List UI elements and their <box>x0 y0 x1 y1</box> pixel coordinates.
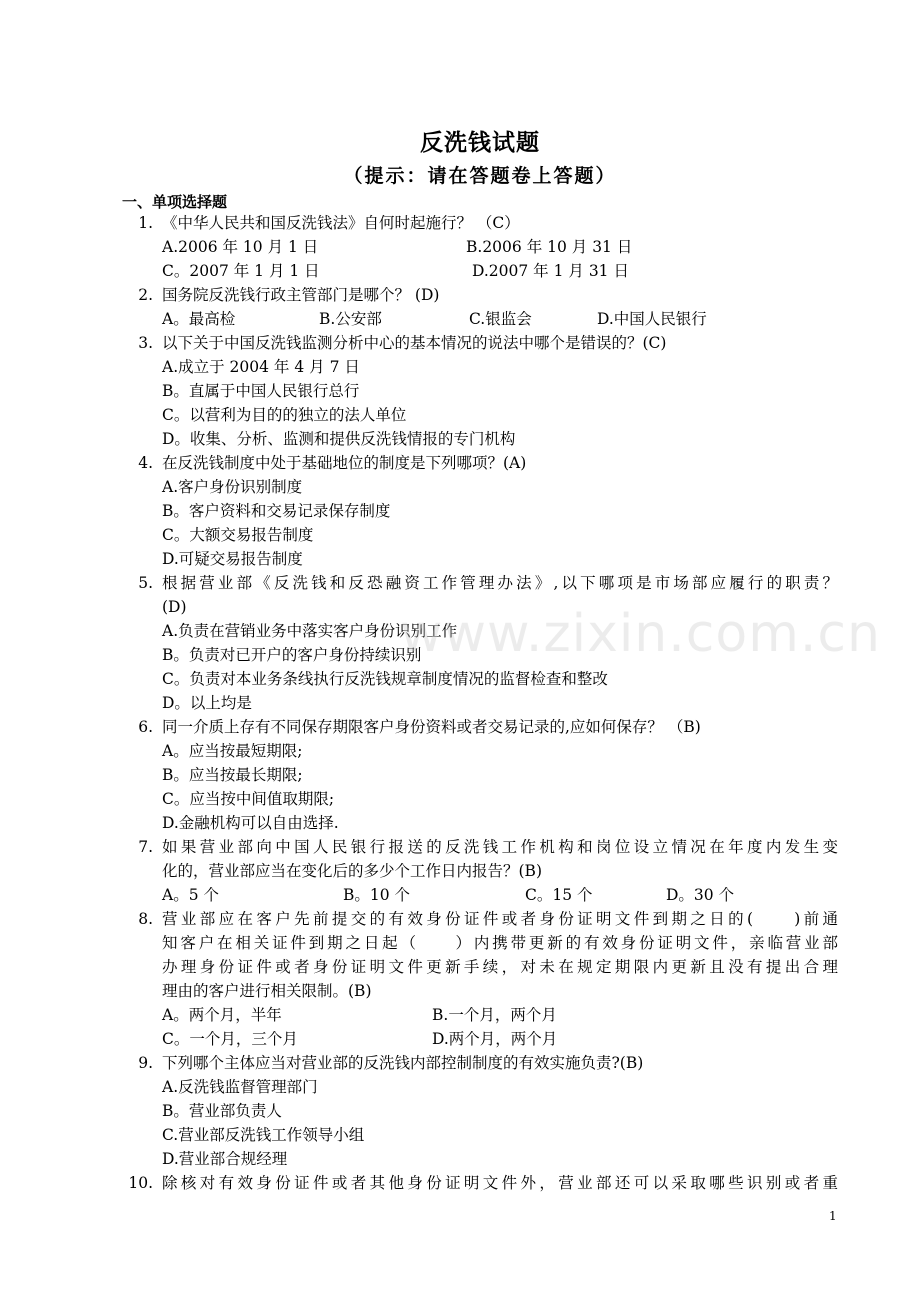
question-number: 5. <box>138 574 153 592</box>
option-a: A。应当按最短期限; <box>162 742 303 760</box>
question-text-continued: 知客户在相关证件到期之日起（ ）内携带更新的有效身份证明文件，亲临营业部 <box>162 934 838 952</box>
question-10 <box>0 1171 920 1195</box>
option-c: C。一个月，三个月 <box>162 1030 298 1048</box>
option-c: C。应当按中间值取期限; <box>162 790 335 808</box>
question-4 <box>0 451 920 571</box>
option-a: A。5 个 <box>162 886 219 904</box>
option-d: D.金融机构可以自由选择. <box>162 814 339 832</box>
option-d: D.2007 年 1 月 31 日 <box>472 262 629 280</box>
question-1 <box>0 211 920 283</box>
option-a: A。最高检 <box>162 310 236 328</box>
option-b: B。营业部负责人 <box>162 1102 282 1120</box>
question-text-continued: 理由的客户进行相关限制。(B) <box>162 982 372 1000</box>
question-text: 国务院反洗钱行政主管部门是哪个？ (D) <box>162 286 440 304</box>
question-6 <box>0 715 920 835</box>
question-number: 2. <box>138 286 153 304</box>
option-d: D.可疑交易报告制度 <box>162 550 303 568</box>
question-number: 4. <box>138 454 153 472</box>
option-a: A.成立于 2004 年 4 月 7 日 <box>162 358 360 376</box>
option-d: D。收集、分析、监测和提供反洗钱情报的专门机构 <box>162 430 516 448</box>
question-text: 如果营业部向中国人民银行报送的反洗钱工作机构和岗位设立情况在年度内发生变 <box>162 838 838 856</box>
option-d: D.两个月，两个月 <box>432 1030 558 1048</box>
question-number: 8. <box>138 910 153 928</box>
question-3 <box>0 331 920 451</box>
page-title: 反洗钱试题 <box>420 129 540 156</box>
option-c: C.银监会 <box>469 310 532 328</box>
question-text-continued: (D) <box>162 598 187 616</box>
question-number: 3. <box>138 334 153 352</box>
option-a: A.2006 年 10 月 1 日 <box>162 238 319 256</box>
question-text: 《中华人民共和国反洗钱法》自何时起施行？ （C） <box>162 214 520 232</box>
question-text: 下列哪个主体应当对营业部的反洗钱内部控制制度的有效实施负责?(B) <box>162 1054 644 1072</box>
page-number: 1 <box>829 1209 837 1223</box>
page-subtitle: （提示：请在答题卷上答题） <box>343 165 617 187</box>
question-9 <box>0 1051 920 1171</box>
question-list <box>0 211 920 1195</box>
question-text: 在反洗钱制度中处于基础地位的制度是下列哪项？(A) <box>162 454 527 472</box>
question-text: 营业部应在客户先前提交的有效身份证件或者身份证明文件到期之日的( )前通 <box>162 910 838 928</box>
question-number: 9. <box>138 1054 153 1072</box>
option-a: A.反洗钱监督管理部门 <box>162 1078 318 1096</box>
option-c: C。负责对本业务条线执行反洗钱规章制度情况的监督检查和整改 <box>162 670 608 688</box>
question-text: 同一介质上存有不同保存期限客户身份资料或者交易记录的,应如何保存？ （B) <box>162 718 701 736</box>
option-d: D.中国人民银行 <box>597 310 707 328</box>
option-a: A。两个月，半年 <box>162 1006 282 1024</box>
watermark: www.zixin.com.cn <box>400 604 881 664</box>
option-c: C。15 个 <box>525 886 593 904</box>
question-text-continued: 办理身份证件或者身份证明文件更新手续，对未在规定期限内更新且没有提出合理 <box>162 958 838 976</box>
option-b: B.一个月，两个月 <box>432 1006 557 1024</box>
question-text-continued: 化的，营业部应当在变化后的多少个工作日内报告？(B) <box>162 862 542 880</box>
option-c: C。2007 年 1 月 1 日 <box>162 262 320 280</box>
question-7 <box>0 835 920 907</box>
question-text: 根据营业部《反洗钱和反恐融资工作管理办法》,以下哪项是市场部应履行的职责？ <box>162 574 838 592</box>
question-2 <box>0 283 920 331</box>
option-b: B。直属于中国人民银行总行 <box>162 382 360 400</box>
option-c: C。以营利为目的的独立的法人单位 <box>162 406 407 424</box>
question-number: 10. <box>128 1174 153 1192</box>
option-c: C。大额交易报告制度 <box>162 526 314 544</box>
question-number: 6. <box>138 718 153 736</box>
option-b: B。客户资料和交易记录保存制度 <box>162 502 391 520</box>
option-b: B。应当按最长期限; <box>162 766 303 784</box>
section-heading: 一、单项选择题 <box>122 193 228 211</box>
option-d: D。30 个 <box>666 886 735 904</box>
question-text: 除核对有效身份证件或者其他身份证明文件外，营业部还可以采取哪些识别或者重 <box>162 1174 838 1192</box>
option-a: A.负责在营销业务中落实客户身份识别工作 <box>162 622 458 640</box>
option-d: D。以上均是 <box>162 694 252 712</box>
option-b: B。10 个 <box>343 886 411 904</box>
option-b: B.公安部 <box>319 310 382 328</box>
question-text: 以下关于中国反洗钱监测分析中心的基本情况的说法中哪个是错误的？(C) <box>162 334 667 352</box>
option-a: A.客户身份识别制度 <box>162 478 303 496</box>
question-8 <box>0 907 920 1051</box>
option-c: C.营业部反洗钱工作领导小组 <box>162 1126 365 1144</box>
question-number: 7. <box>138 838 153 856</box>
option-b: B.2006 年 10 月 31 日 <box>466 238 633 256</box>
option-b: B。负责对已开户的客户身份持续识别 <box>162 646 422 664</box>
question-number: 1. <box>138 214 153 232</box>
option-d: D.营业部合规经理 <box>162 1150 288 1168</box>
